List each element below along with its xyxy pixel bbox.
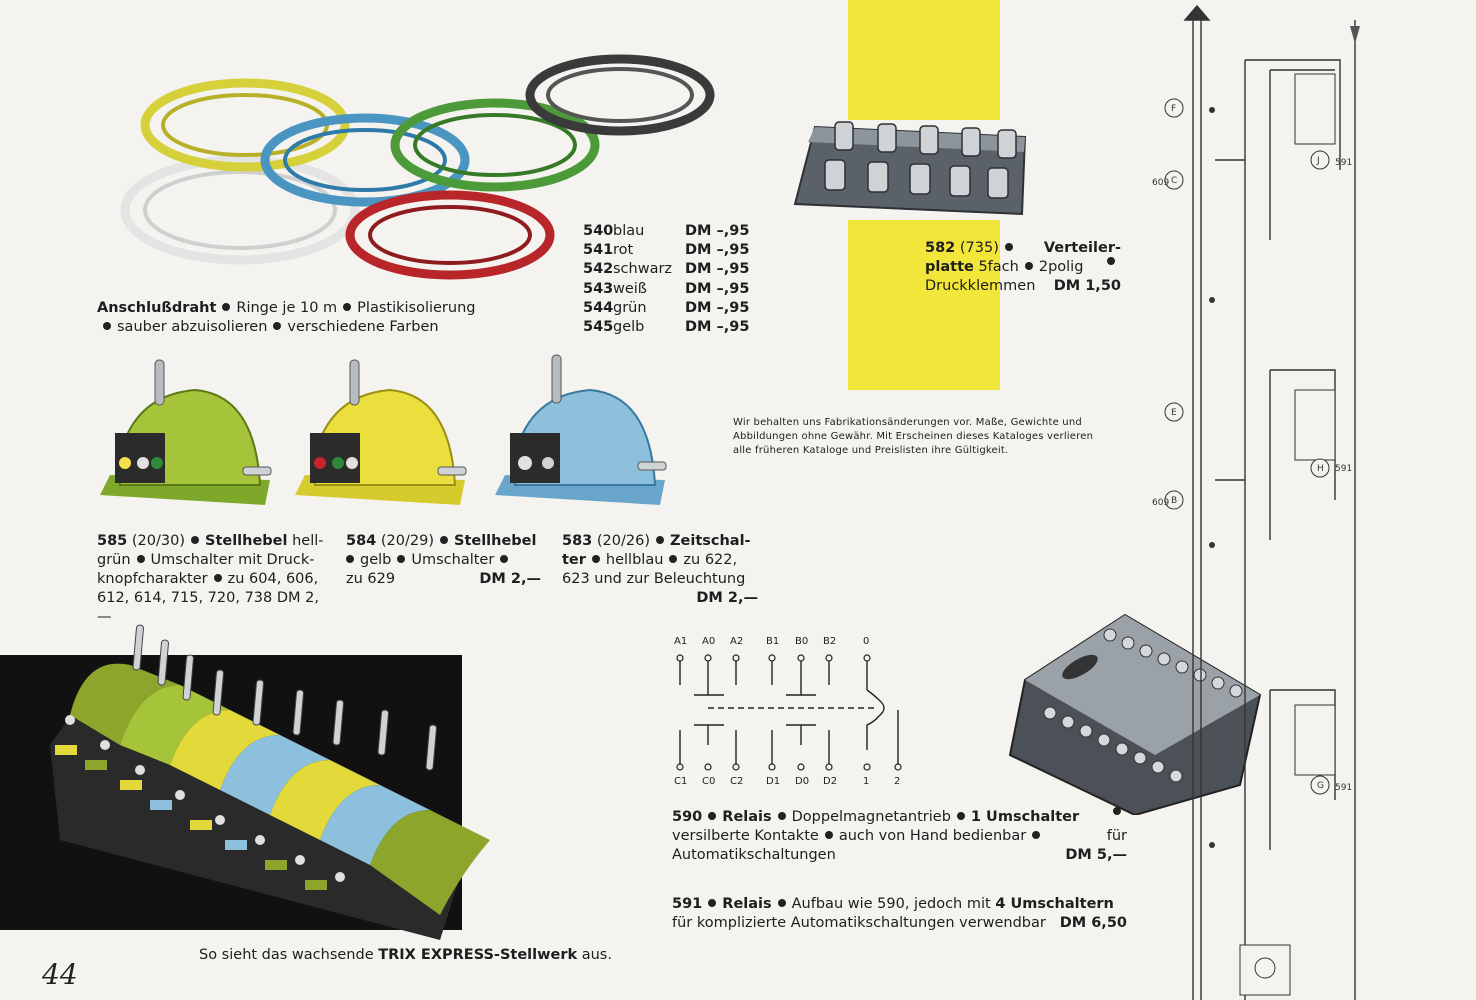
relay-591-description: 591 Relais Aufbau wie 590, jedoch mit 4 Umschaltern für komplizierte Automatikschaltungen verwendbar DM 6,50 [672, 896, 1127, 931]
lever-584-description: 584 (20/29) Stellhebel gelb Umschalter zu 629 DM 2,— [346, 533, 541, 587]
distributor-ref: (735) [959, 240, 999, 256]
price-row: 542 schwarz DM –,95 [583, 261, 750, 278]
relay-590-description: 590 Relais Doppelmagnetantrieb 1 Umschalter versilberte Kontakte auch von Hand bedienbar für Automatikschaltungen DM 5,— [672, 809, 1127, 863]
price-row: 540 blau DM –,95 [583, 223, 750, 239]
relay-terminal-label: 1 [863, 776, 870, 787]
distributor-plate-image [790, 112, 1030, 222]
schematic-label: F [1171, 104, 1177, 114]
schematic-label: B [1171, 496, 1178, 506]
distributor-spec: 5fach [978, 259, 1019, 275]
relay-terminal-label: 2 [894, 776, 901, 787]
wire-description [97, 299, 475, 337]
distributor-price: DM 1,50 [1053, 278, 1121, 294]
distributor-name-2: platte [925, 259, 974, 275]
lever-583-description: 583 (20/26) Zeitschal- ter hellblau zu 622, 623 und zur Beleuchtung DM 2,— [562, 533, 758, 606]
wire-price-list [583, 222, 753, 337]
schematic-label: G [1317, 781, 1324, 791]
schematic-label: 591 [1335, 783, 1353, 793]
schematic-label: 591 [1335, 464, 1353, 474]
schematic-label: H [1317, 464, 1324, 474]
relay-terminal-label: A0 [702, 636, 716, 647]
relay-terminal-label: 0 [863, 636, 870, 647]
lever-585-image [95, 355, 295, 510]
relay-terminal-label: C1 [674, 776, 688, 787]
price-row: 543 weiß DM –,95 [583, 280, 750, 297]
wire-ring-length: Ringe je 10 m [236, 300, 338, 316]
schematic-label: E [1171, 408, 1177, 418]
relay-terminal-label: D1 [766, 776, 781, 787]
distributor-name: Verteiler- [1043, 240, 1121, 256]
relay-terminal-label: B1 [766, 636, 780, 647]
schematic-label: 609 [1152, 178, 1170, 188]
distributor-description [925, 239, 1121, 296]
brand-name: TRIX EXPRESS-Stellwerk [378, 947, 578, 963]
schematic-label: J [1317, 156, 1320, 166]
lever-585-description: 585 (20/30) Stellhebel hell- grün Umschalter mit Druck- knopfcharakter zu 604, 606, 612, 614, 715, 720, 738 DM 2,— [97, 533, 324, 625]
distributor-terminals: Druckklemmen [925, 278, 1036, 294]
price-row: 541 rot DM –,95 [583, 242, 750, 259]
schematic-label: C [1171, 176, 1178, 186]
page-number: 44 [42, 958, 78, 991]
notice-text: Wir behalten uns Fabrikationsänderungen vor. Maße, Gewichte und Abbildungen ohne Gewähr. Mit Erscheinen dieses Kataloges verlieren alle früheren Kataloge und Preislisten ihre Gültigkeit. [733, 417, 1094, 456]
relay-terminal-label: C0 [702, 776, 716, 787]
circuit-schematic [1140, 0, 1366, 1000]
relay-terminal-label: D0 [795, 776, 810, 787]
relay-wiring-diagram [664, 630, 944, 790]
lever-584-image [290, 355, 490, 510]
relay-terminal-label: D2 [823, 776, 838, 787]
price-row: 544 grün DM –,95 [583, 299, 750, 316]
distributor-spec-2: 2polig [1038, 259, 1084, 275]
wire-colors-note: verschiedene Farben [287, 319, 439, 335]
wire-title: Anschlußdraht [97, 300, 217, 316]
relay-terminal-label: B0 [795, 636, 809, 647]
schematic-label: 591 [1335, 158, 1353, 168]
stellwerk-image [40, 615, 510, 940]
relay-terminal-label: A1 [674, 636, 688, 647]
wire-strip-note: sauber abzuisolieren [117, 319, 268, 335]
lever-583-image [490, 350, 690, 510]
price-row: 545 gelb DM –,95 [583, 319, 750, 336]
schematic-label: 609 [1152, 498, 1170, 508]
distributor-number: 582 [925, 240, 956, 256]
relay-terminal-label: A2 [730, 636, 744, 647]
stellwerk-caption: So sieht das wachsende TRIX EXPRESS-Stellwerk aus. [199, 947, 612, 963]
relay-terminal-label: B2 [823, 636, 837, 647]
relay-terminal-label: C2 [730, 776, 744, 787]
wire-insulation: Plastikisolierung [357, 300, 476, 316]
